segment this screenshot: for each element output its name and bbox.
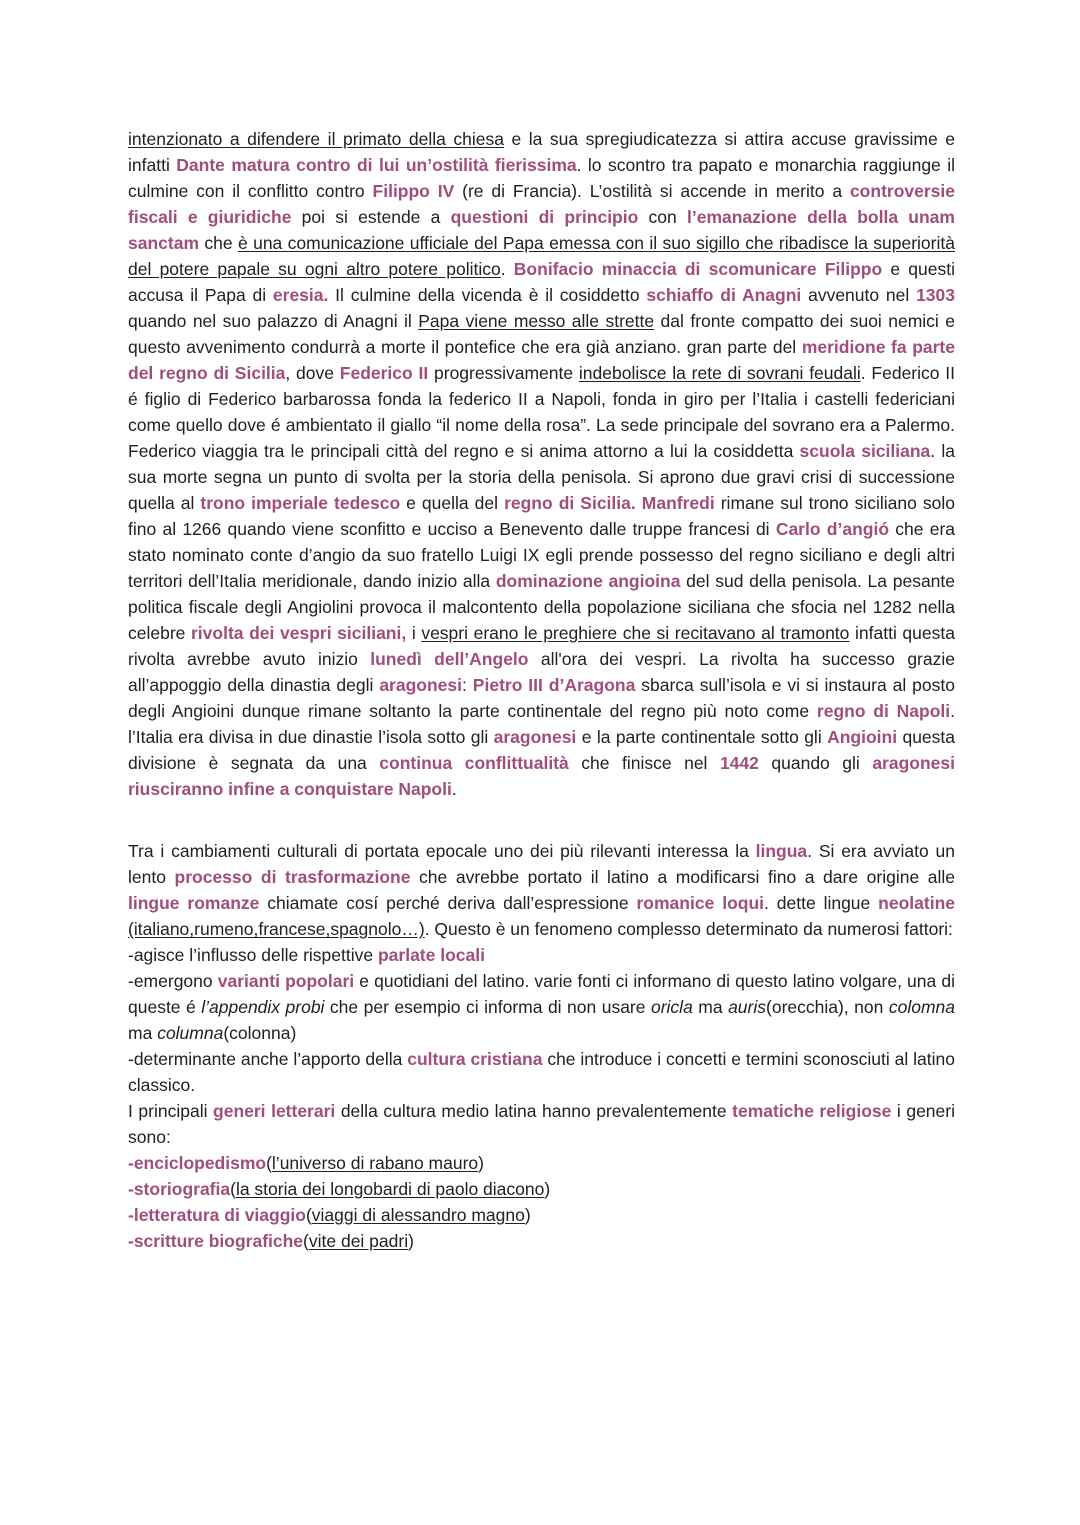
body-text: e la parte continentale sotto gli — [576, 727, 828, 747]
accent-text: regno di Napoli — [816, 701, 951, 721]
underlined-text: indebolisce la rete di sovrani feudali — [578, 363, 861, 383]
body-text: quando gli — [758, 753, 873, 773]
body-text: ) — [524, 1205, 531, 1225]
body-text: (orecchia), non — [766, 997, 889, 1017]
accent-text: continua conflittualità — [379, 753, 569, 773]
accent-text: questioni di principio — [450, 207, 639, 227]
accent-text: romanice loqui — [636, 893, 764, 913]
body-text: e quella del — [400, 493, 505, 513]
underlined-text: viaggi di alessandro magno — [311, 1205, 525, 1225]
body-text: ) — [408, 1231, 414, 1251]
accent-text: controversie fiscali e giuridiche — [128, 181, 955, 227]
underlined-text: è una comunicazione ufficiale del Papa emessa con il suo sigillo che ribadisce la superiorità del potere papale su ogni altro potere politico — [128, 233, 955, 279]
body-text: . la sua morte segna un punto di svolta per la storia della penisola. Si aprono due gravi crisi di successione quella al — [128, 441, 955, 513]
body-text: con — [638, 207, 687, 227]
body-text: che — [199, 233, 238, 253]
accent-text: Bonifacio minaccia di scomunicare Filippo — [513, 259, 883, 279]
underlined-text: Papa viene messo alle strette — [418, 311, 655, 331]
body-text: e questi accusa il Papa di — [128, 259, 955, 305]
accent-text: Angioini — [827, 727, 898, 747]
accent-text: lingua — [755, 841, 808, 861]
accent-text: schiaffo di Anagni — [646, 285, 802, 305]
accent-text: parlate locali — [377, 945, 485, 965]
body-text: della cultura medio latina hanno prevalentemente — [335, 1101, 733, 1121]
body-text: Il culmine della vicenda è il cosiddetto — [328, 285, 647, 305]
body-text: i — [406, 623, 422, 643]
italic-text: l’appendix probi — [201, 997, 325, 1017]
italic-text: columna — [157, 1023, 224, 1043]
accent-text: generi letterari — [213, 1101, 336, 1121]
body-text: . — [451, 779, 457, 799]
accent-text: aragonesi — [493, 727, 577, 747]
generi-letterari-paragraph — [128, 1098, 955, 1150]
accent-text: scuola siciliana — [799, 441, 931, 461]
body-text: dal fronte compatto dei suoi nemici e questo avvenimento condurrà a morte il pontefice che era già anziano. gran parte del — [128, 311, 955, 357]
body-text: questa divisione è segnata da una — [128, 727, 956, 773]
accent-text: eresia. — [272, 285, 329, 305]
body-text: ( — [230, 1179, 236, 1199]
body-text: ( — [303, 1231, 309, 1251]
accent-text: cultura cristiana — [407, 1049, 543, 1069]
body-text: i generi sono: — [128, 1101, 955, 1147]
factor-parlate-locali — [128, 942, 955, 968]
accent-text: processo di trasformazione — [174, 867, 411, 887]
italic-text: auris — [728, 997, 767, 1017]
body-text: . dette lingue — [764, 893, 879, 913]
accent-text: Carlo d’angió — [775, 519, 890, 539]
body-text: ( — [305, 1205, 312, 1225]
body-text: e quotidiani del latino. varie fonti ci informano di questo latino volgare, una di queste é — [128, 971, 955, 1017]
body-text: rimane sul trono siciliano solo fino al 1266 quando viene sconfitto e ucciso a Benevento dalle truppe francesi di — [128, 493, 955, 539]
underlined-text: intenzionato a difendere il primato della chiesa — [128, 129, 504, 149]
accent-text: -storiografia — [128, 1179, 231, 1199]
body-text: . — [500, 259, 514, 279]
accent-text: regno di Sicilia. — [504, 493, 636, 513]
body-text: , dove — [285, 363, 340, 383]
accent-text: Dante matura contro di lui un’ostilità fierissima — [176, 155, 577, 175]
document-content — [128, 126, 955, 1254]
body-text: -emergono — [128, 971, 218, 991]
accent-text: 1303 — [916, 285, 956, 305]
body-text: progressivamente — [428, 363, 579, 383]
genere-enciclopedismo — [128, 1150, 955, 1176]
genere-scritture-biografiche — [128, 1228, 955, 1254]
body-text: che per esempio ci informa di non usare — [324, 997, 651, 1017]
underlined-text: la storia dei longobardi di paolo diacono — [235, 1179, 545, 1199]
accent-text: aragonesi — [379, 675, 463, 695]
body-text: all'ora dei vespri. La rivolta ha successo grazie all’appoggio della dinastia degli — [128, 649, 955, 695]
body-text: infatti questa rivolta avrebbe avuto inizio — [128, 623, 955, 669]
accent-text: trono imperiale tedesco — [200, 493, 401, 513]
body-text: chiamate cosí perché deriva dall’espressione — [259, 893, 637, 913]
body-text: . Federico II é figlio di Federico barbarossa fonda la federico II a Napoli, fonda in giro per l’Italia i castelli federiciani come quello dove é ambientato il giallo “il nome della rosa”. La sede principale del sovrano era a Palermo. Federico viaggia tra le principali città del regno e si anima attorno a lui la cosiddetta — [128, 363, 956, 461]
accent-text: varianti popolari — [217, 971, 355, 991]
history-paragraph — [128, 126, 955, 802]
accent-text: -scritture biografiche — [128, 1231, 304, 1251]
body-text: sbarca sull’isola e vi si instaura al posto degli Angioini dunque rimane soltanto la parte continentale del regno più noto come — [128, 675, 955, 721]
accent-text: meridione fa parte del regno di Sicilia — [128, 337, 955, 383]
body-text: (colonna) — [223, 1023, 297, 1043]
body-text: (re di Francia). L’ostilità si accende in merito a — [454, 181, 850, 201]
body-text: -determinante anche l’apporto della — [128, 1049, 408, 1069]
body-text: quando nel suo palazzo di Anagni il — [128, 311, 419, 331]
accent-text: -letteratura di viaggio — [128, 1205, 306, 1225]
body-text: del sud della penisola. La pesante politica fiscale degli Angiolini provoca il malcontento della popolazione siciliana che sfocia nel 1282 nella celebre — [128, 571, 956, 643]
accent-text: aragonesi riusciranno infine a conquistare Napoli — [128, 753, 955, 799]
body-text: . Si era avviato un lento — [128, 841, 955, 887]
genere-storiografia — [128, 1176, 955, 1202]
language-intro-paragraph — [128, 838, 955, 942]
body-text: ) — [544, 1179, 551, 1199]
body-text: ma — [128, 1023, 158, 1043]
italic-text: oricla — [650, 997, 693, 1017]
body-text: . l’Italia era divisa in due dinastie l’isola sotto gli — [128, 701, 955, 747]
factor-cultura-cristiana — [128, 1046, 955, 1098]
body-text: e la sua spregiudicatezza si attira accuse gravissime e infatti — [128, 129, 955, 175]
body-text: . lo scontro tra papato e monarchia raggiunge il culmine con il conflitto contro — [128, 155, 955, 201]
body-text: ma — [692, 997, 729, 1017]
accent-text: tematiche religiose — [732, 1101, 892, 1121]
accent-text: Filippo IV — [372, 181, 455, 201]
body-text: ) — [478, 1153, 484, 1173]
accent-text: 1442 — [719, 753, 759, 773]
body-text: -agisce l’influsso delle rispettive — [128, 945, 378, 965]
accent-text: -enciclopedismo — [128, 1153, 267, 1173]
accent-text: rivolta dei vespri siciliani, — [191, 623, 407, 643]
genere-letteratura-viaggio — [128, 1202, 955, 1228]
accent-text: dominazione angioina — [495, 571, 681, 591]
factor-varianti-popolari — [128, 968, 955, 1046]
body-text: avvenuto nel — [801, 285, 917, 305]
underlined-text: vite dei padri — [308, 1231, 409, 1251]
body-text: che finisce nel — [568, 753, 720, 773]
body-text: Tra i cambiamenti culturali di portata epocale uno dei più rilevanti interessa la — [128, 841, 756, 861]
accent-text: l’emanazione della bolla unam sanctam — [128, 207, 955, 253]
body-text: che era stato nominato conte d’angio da suo fratello Luigi IX egli prende possesso del regno siciliano e degli altri territori dell’Italia meridionale, dando inizio alla — [128, 519, 956, 591]
accent-text: Manfredi — [641, 493, 715, 513]
italic-text: colomna — [888, 997, 955, 1017]
accent-text: lunedì dell’Angelo — [370, 649, 529, 669]
body-text: che avrebbe portato il latino a modificarsi fino a dare origine alle — [410, 867, 955, 887]
body-text: che introduce i concetti e termini sconosciuti al latino classico. — [128, 1049, 955, 1095]
body-text: . Questo è un fenomeno complesso determinato da numerosi fattori: — [424, 919, 953, 939]
body-text: ( — [266, 1153, 272, 1173]
accent-text: Federico II — [339, 363, 429, 383]
accent-text: lingue romanze — [128, 893, 260, 913]
body-text: I principali — [128, 1101, 214, 1121]
underlined-text: vespri erano le preghiere che si recitavano al tramonto — [421, 623, 850, 643]
underlined-text: l’universo di rabano mauro — [271, 1153, 479, 1173]
accent-text: neolatine — [878, 893, 955, 913]
accent-text: Pietro III d’Aragona — [472, 675, 636, 695]
underlined-text: (italiano,rumeno,francese,spagnolo…) — [128, 919, 425, 939]
body-text: : — [462, 675, 473, 695]
body-text: poi si estende a — [291, 207, 451, 227]
